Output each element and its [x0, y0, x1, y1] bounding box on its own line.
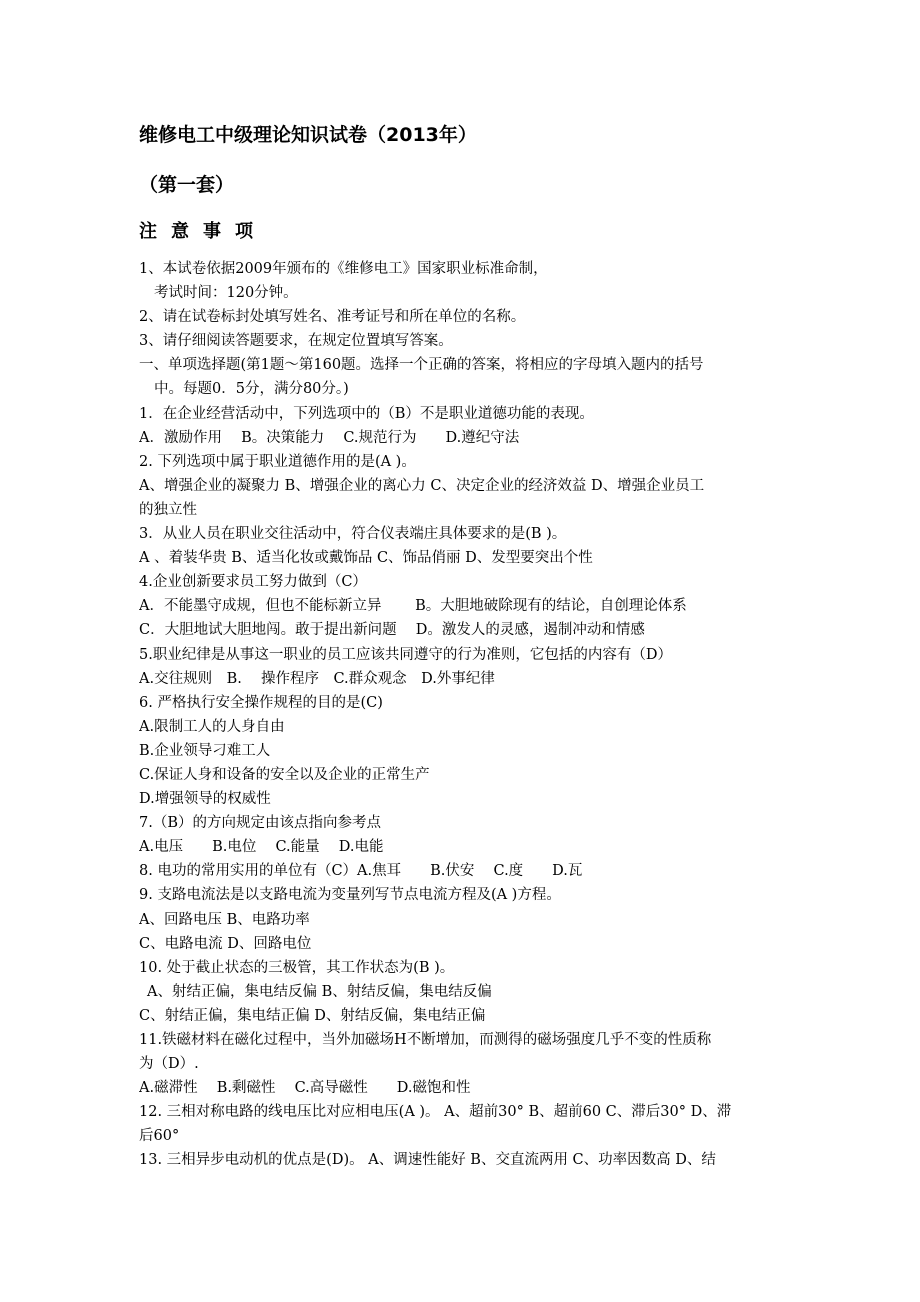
text-line: 11.铁磁材料在磁化过程中，当外加磁场H不断增加，而测得的磁场强度几乎不变的性质称	[139, 1032, 712, 1048]
text-line: A.电压 B.电位 C.能量 D.电能	[139, 839, 384, 856]
text-line: 3．从业人员在职业交往活动中，符合仪表端庄具体要求的是(B )。	[139, 526, 567, 543]
notice-heading: 注意事项	[139, 221, 267, 242]
text-line: C、射结正偏，集电结正偏 D、射结反偏，集电结正偏	[139, 1007, 486, 1024]
page-title: 维修电工中级理论知识试卷（2013年）	[139, 124, 477, 146]
text-line: A、增强企业的凝聚力 B、增强企业的离心力 C、决定企业的经济效益 D、增强企业员工	[139, 477, 705, 494]
text-line: 3、请仔细阅读答题要求，在规定位置填写答案。	[139, 333, 453, 350]
text-line: 7.（B）的方向规定由该点指向参考点	[139, 815, 381, 832]
text-line: 10. 处于截止状态的三极管，其工作状态为(B )。	[139, 959, 455, 976]
text-line: 1、本试卷依据2009年颁布的《维修电工》国家职业标准命制，	[139, 261, 548, 277]
text-line: 2. 下列选项中属于职业道德作用的是(A )。	[139, 453, 416, 470]
text-line: 后60°	[139, 1128, 180, 1145]
text-line: 13. 三相异步电动机的优点是(D)。 A、调速性能好 B、交直流两用 C、功率因数高 D、结	[139, 1152, 716, 1169]
text-line: C、电路电流 D、回路电位	[139, 935, 312, 952]
text-line: 中。每题0．5分，满分80分。)	[154, 381, 349, 398]
text-line: A、射结正偏，集电结反偏 B、射结反偏，集电结反偏	[147, 983, 492, 1000]
text-line: B.企业领导刁难工人	[139, 742, 271, 759]
text-line: D.增强领导的权威性	[139, 791, 271, 808]
text-line: A.限制工人的人身自由	[139, 718, 285, 735]
text-line: C．大胆地试大胆地闯。敢于提出新问题 D。激发人的灵感，遏制冲动和情感	[139, 622, 645, 639]
text-line: 6. 严格执行安全操作规程的目的是(C)	[139, 694, 383, 711]
page-subtitle: （第一套）	[139, 174, 235, 196]
text-line: A.交往规则 B. 操作程序 C.群众观念 D.外事纪律	[139, 670, 495, 687]
text-line: 1．在企业经营活动中，下列选项中的（B）不是职业道德功能的表现。	[139, 405, 594, 422]
text-line: A.磁滞性 B.剩磁性 C.高导磁性 D.磁饱和性	[139, 1080, 471, 1097]
text-line: 9. 支路电流法是以支路电流为变量列写节点电流方程及(A )方程。	[139, 887, 561, 904]
text-line: A．激励作用 B。决策能力 C.规范行为 D.遵纪守法	[139, 429, 520, 446]
text-line: C.保证人身和设备的安全以及企业的正常生产	[139, 766, 430, 783]
text-line: A．不能墨守成规，但也不能标新立异 B。大胆地破除现有的结论，自创理论体系	[139, 598, 687, 615]
text-line: 考试时间：120分钟。	[154, 285, 298, 302]
text-line: A、回路电压 B、电路功率	[139, 911, 310, 928]
text-line: 的独立性	[139, 501, 197, 518]
text-line: 5.职业纪律是从事这一职业的员工应该共同遵守的行为准则，它包括的内容有（D）	[139, 646, 672, 663]
text-line: A 、着装华贵 B、适当化妆或戴饰品 C、饰品俏丽 D、发型要突出个性	[139, 550, 593, 567]
document-body	[139, 257, 791, 1173]
text-line: 8. 电功的常用实用的单位有（C）A.焦耳 B.伏安 C.度 D.瓦	[139, 863, 583, 880]
text-line: 为（D）.	[139, 1056, 199, 1073]
text-line: 一、单项选择题(第1题～第160题。选择一个正确的答案，将相应的字母填入题内的括号	[139, 357, 704, 374]
text-line: 12. 三相对称电路的线电压比对应相电压(A )。 A、超前30° B、超前60 C、滞后30° D、滞	[139, 1104, 732, 1121]
text-line: 4.企业创新要求员工努力做到（C）	[139, 574, 367, 591]
text-line: 2、请在试卷标封处填写姓名、准考证号和所在单位的名称。	[139, 309, 526, 326]
